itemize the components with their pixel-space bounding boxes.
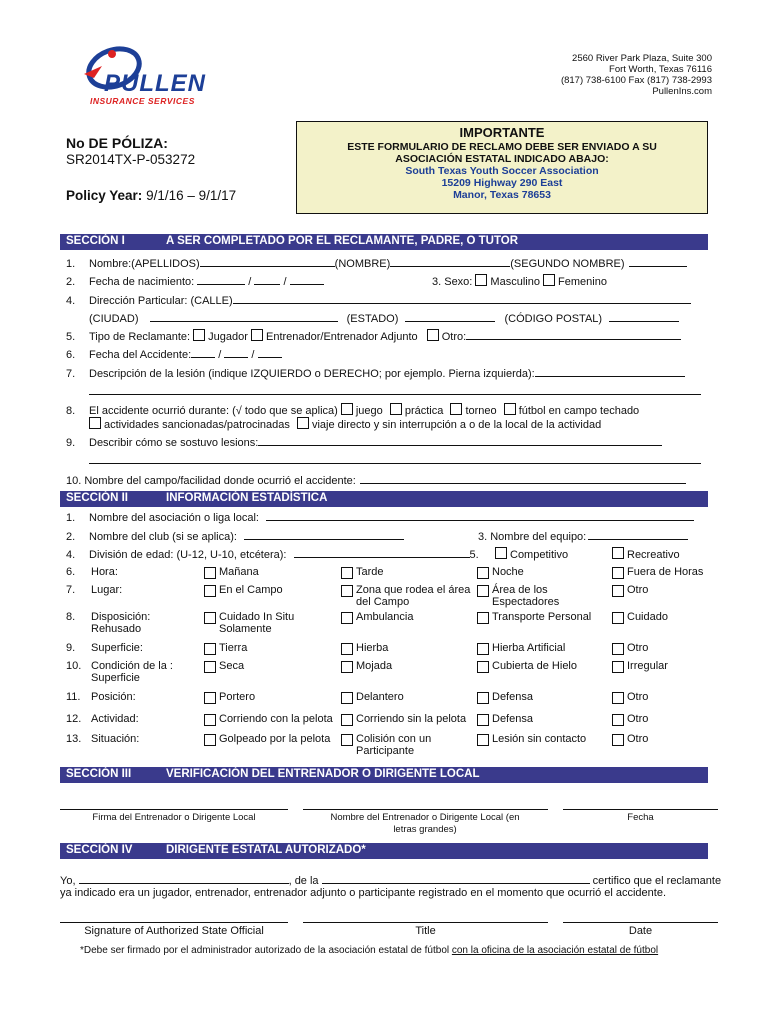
section-4-title: DIRIGENTE ESTATAL AUTORIZADO* [166, 844, 366, 856]
option-checkbox[interactable] [341, 734, 353, 746]
option-checkbox[interactable] [612, 612, 624, 624]
option-checkbox[interactable] [612, 734, 624, 746]
footnote-text: *Debe ser firmado por el administrador autorizado de la asociación estatal de fútbol [80, 945, 452, 956]
grid-option [612, 733, 712, 746]
option-label: Transporte Personal [492, 611, 592, 623]
accident-month-field[interactable] [191, 347, 215, 358]
grid-row-label: Hora: [91, 566, 118, 578]
grid-row-label: Condición de la : Superficie [91, 660, 173, 684]
option-checkbox[interactable] [477, 567, 489, 579]
option-label: Cubierta de Hielo [492, 660, 577, 672]
during-practice-checkbox[interactable] [390, 403, 402, 415]
section-3-bar [60, 767, 708, 783]
official-date-caption: Date [628, 925, 653, 937]
grid-option [204, 642, 336, 655]
option-label: Portero [219, 691, 256, 703]
grid-option [204, 584, 336, 597]
policy-year-value: 9/1/16 – 9/1/17 [146, 188, 237, 203]
option-label: Corriendo sin la pelota [356, 713, 467, 725]
policy-number-label: No DE PÓLIZA: [66, 135, 168, 151]
section-4-bar [60, 843, 708, 859]
option-checkbox[interactable] [204, 612, 216, 624]
official-signature-caption: Signature of Authorized State Official [84, 925, 264, 937]
option-checkbox[interactable] [341, 585, 353, 597]
option-label: Zona que rodea el área del Campo [356, 584, 471, 608]
option-label: Ambulancia [356, 611, 414, 623]
grid-option [341, 660, 473, 673]
assoc-city: Manor, Texas 78653 [453, 189, 551, 201]
footnote-underlined: con la oficina de la asociación estatal de fútbol [451, 945, 659, 956]
during-game-checkbox[interactable] [341, 403, 353, 415]
option-label: Corriendo con la pelota [219, 713, 333, 725]
option-label: Golpeado por la pelota [219, 733, 331, 745]
grid-option [612, 713, 712, 726]
option-checkbox[interactable] [341, 567, 353, 579]
grid-option [477, 713, 609, 726]
section-2-label: SECCIÓN II [66, 492, 128, 504]
middle-name-field[interactable] [629, 256, 687, 267]
s2-competitive: Competitivo [495, 547, 568, 561]
important-line-2: ASOCIACIÓN ESTATAL INDICADO ABAJO: [395, 153, 609, 165]
grid-option [477, 642, 609, 655]
claimant-other-field[interactable] [466, 329, 681, 340]
dob-month-field[interactable] [197, 274, 245, 285]
section-2-bar [60, 491, 708, 507]
state-association-field[interactable] [322, 873, 590, 884]
option-label: Otro [627, 584, 649, 596]
policy-year [66, 188, 236, 203]
option-label: Tierra [219, 642, 248, 654]
important-title: IMPORTANTE [459, 125, 545, 140]
association-field[interactable] [266, 510, 694, 521]
coach-name-line[interactable] [303, 809, 548, 810]
coach-name-caption: Nombre del Entrenador o Dirigente Local (en letras grandes) [330, 812, 520, 835]
option-checkbox[interactable] [204, 714, 216, 726]
option-label: Otro [627, 713, 649, 725]
grid-option [204, 660, 336, 673]
s1-row-9: 9. Describir cómo se sostuvo lesions: [66, 435, 662, 449]
official-signature-line[interactable] [60, 922, 288, 923]
zip-field[interactable] [609, 311, 679, 322]
assoc-name: South Texas Youth Soccer Association [405, 165, 599, 177]
option-checkbox[interactable] [612, 661, 624, 673]
field-name-field[interactable] [360, 473, 686, 484]
s2-recreational: Recreativo [612, 547, 680, 561]
s1-row-5: 5. Tipo de Reclamante: Jugador Entrenador/Entrenador Adjunto Otro: [66, 329, 681, 343]
grid-option [612, 642, 712, 655]
section-2-title: INFORMACIÓN ESTADÍSTICA [166, 492, 328, 504]
official-title-caption: Title [415, 925, 436, 937]
grid-row-number: 6. [66, 566, 76, 578]
option-label: Defensa [492, 691, 533, 703]
s1-row-2: 2. Fecha de nacimiento: / / [66, 274, 324, 288]
s2-row-1: 1. Nombre del asociación o liga local: [66, 510, 694, 524]
s1-row-6: 6. Fecha del Accidente: / / [66, 347, 282, 361]
s4-cert-line-1: Yo, , de la certifico que el reclamante [60, 875, 722, 887]
grid-option [341, 611, 473, 624]
grid-row-number: 12. [66, 713, 82, 725]
city-field[interactable] [150, 311, 338, 322]
address-line-2: Fort Worth, Texas 76116 [609, 64, 712, 75]
claimant-player-checkbox[interactable] [193, 329, 205, 341]
option-checkbox[interactable] [612, 692, 624, 704]
option-checkbox[interactable] [341, 714, 353, 726]
grid-option [612, 611, 712, 624]
team-field[interactable] [588, 529, 688, 540]
option-label: Defensa [492, 713, 533, 725]
grid-row-label: Situación: [91, 733, 140, 745]
grid-option [204, 713, 336, 726]
dob-day-field[interactable] [254, 274, 280, 285]
during-indoor-checkbox[interactable] [504, 403, 516, 415]
grid-option [341, 713, 473, 726]
dob-year-field[interactable] [290, 274, 324, 285]
sex-female-checkbox[interactable] [543, 274, 555, 286]
during-sanctioned-checkbox[interactable] [89, 417, 101, 429]
during-tournament-checkbox[interactable] [450, 403, 462, 415]
option-label: Noche [492, 566, 524, 578]
s1-row-4b: (CIUDAD) (ESTADO) (CÓDIGO POSTAL) [89, 311, 679, 325]
phone-fax: (817) 738-6100 Fax (817) 738-2993 [560, 75, 712, 86]
option-checkbox[interactable] [612, 585, 624, 597]
s1-row-10: 10. Nombre del campo/facilidad donde ocurrió el accidente: [66, 473, 686, 487]
website: PullenIns.com [652, 86, 712, 97]
grid-option [204, 691, 336, 704]
option-checkbox[interactable] [612, 567, 624, 579]
grid-option [477, 611, 609, 624]
grid-option [341, 691, 473, 704]
recreational-checkbox[interactable] [612, 547, 624, 559]
option-label: Cuidado In Situ Solamente [219, 611, 295, 635]
option-label: Irregular [627, 660, 668, 672]
option-checkbox[interactable] [477, 643, 489, 655]
option-checkbox[interactable] [341, 661, 353, 673]
option-label: Área de los Espectadores [492, 584, 560, 608]
grid-option [341, 584, 473, 608]
option-checkbox[interactable] [204, 661, 216, 673]
address-line-1: 2560 River Park Plaza, Suite 300 [572, 53, 712, 64]
how-injured-field[interactable] [258, 435, 662, 446]
how-injured-field-line-2[interactable] [89, 463, 701, 464]
option-checkbox[interactable] [341, 643, 353, 655]
s2-row-4: 4. División de edad: (U-12, U-10, etcétera): 5. [66, 549, 479, 561]
option-label: Fuera de Horas [627, 566, 704, 578]
pullen-logo [76, 44, 206, 106]
grid-option [477, 733, 609, 746]
option-checkbox[interactable] [204, 643, 216, 655]
grid-option [612, 584, 712, 597]
age-division-field[interactable] [294, 547, 470, 558]
grid-row-label: Lugar: [91, 584, 123, 596]
injury-field-line-2[interactable] [89, 394, 701, 395]
s1-row-8: 8. El accidente ocurrió durante: (√ todo que se aplica) juego práctica torneo fútbol en campo techado [66, 405, 640, 417]
option-label: Delantero [356, 691, 404, 703]
grid-option [612, 660, 712, 673]
section-1-bar [60, 234, 708, 250]
option-label: En el Campo [219, 584, 283, 596]
option-label: Cuidado [627, 611, 668, 623]
s1-sex: 3. Sexo: Masculino Femenino [432, 276, 607, 288]
option-checkbox[interactable] [341, 612, 353, 624]
s4-cert-line-2: ya indicado era un jugador, entrenador, entrenador adjunto o participante registrado en el momento que ocurrió el accidente. [60, 887, 667, 899]
official-name-field[interactable] [79, 873, 289, 884]
club-field[interactable] [244, 529, 404, 540]
grid-option [204, 733, 336, 746]
company-address [412, 53, 712, 97]
option-label: Otro [627, 691, 649, 703]
grid-option [612, 566, 712, 579]
grid-row-number: 10. [66, 660, 82, 672]
grid-option [204, 566, 336, 579]
grid-row-label: Disposición: Rehusado [91, 611, 151, 635]
s1-row-1: 1. Nombre:(APELLIDOS) (NOMBRE) (SEGUNDO NOMBRE) [66, 256, 687, 270]
s2-team: 3. Nombre del equipo: [478, 529, 688, 543]
option-label: Hierba [356, 642, 389, 654]
option-checkbox[interactable] [341, 692, 353, 704]
grid-row-number: 8. [66, 611, 76, 623]
important-box [296, 121, 708, 214]
footnote [80, 945, 658, 956]
grid-row-number: 13. [66, 733, 82, 745]
claimant-coach-checkbox[interactable] [251, 329, 263, 341]
assoc-street: 15209 Highway 290 East [441, 177, 563, 189]
official-title-line[interactable] [303, 922, 548, 923]
section-1-title: A SER COMPLETADO POR EL RECLAMANTE, PADRE, O TUTOR [166, 235, 519, 247]
coach-signature-caption: Firma del Entrenador o Dirigente Local [92, 812, 256, 823]
sex-male-checkbox[interactable] [475, 274, 487, 286]
brand-name: PULLEN [104, 70, 206, 97]
competitive-checkbox[interactable] [495, 547, 507, 559]
coach-date-line[interactable] [563, 809, 718, 810]
during-travel-checkbox[interactable] [297, 417, 309, 429]
grid-row-label: Actividad: [91, 713, 139, 725]
grid-option [612, 691, 712, 704]
street-field[interactable] [233, 293, 691, 304]
option-checkbox[interactable] [477, 585, 489, 597]
option-checkbox[interactable] [477, 692, 489, 704]
grid-row-label: Superficie: [91, 642, 143, 654]
option-label: Mojada [356, 660, 393, 672]
last-name-field[interactable] [200, 256, 335, 267]
grid-row-number: 7. [66, 584, 76, 596]
option-checkbox[interactable] [477, 661, 489, 673]
grid-option [477, 691, 609, 704]
option-label: Seca [219, 660, 245, 672]
option-checkbox[interactable] [612, 643, 624, 655]
option-label: Mañana [219, 566, 259, 578]
accident-year-field[interactable] [258, 347, 282, 358]
option-checkbox[interactable] [204, 585, 216, 597]
option-checkbox[interactable] [477, 734, 489, 746]
option-label: Otro [627, 642, 649, 654]
coach-signature-line[interactable] [60, 809, 288, 810]
option-label: Lesión sin contacto [492, 733, 587, 745]
option-checkbox[interactable] [477, 714, 489, 726]
injury-field[interactable] [535, 366, 685, 377]
grid-option [204, 611, 336, 635]
option-checkbox[interactable] [204, 734, 216, 746]
section-1-label: SECCIÓN I [66, 235, 125, 247]
policy-number-value: SR2014TX-P-053272 [66, 152, 196, 167]
s1-row-7: 7. Descripción de la lesión (indique IZQUIERDO o DERECHO; por ejemplo. Pierna izquierda): [66, 366, 685, 380]
section-4-label: SECCIÓN IV [66, 844, 133, 856]
option-label: Tarde [356, 566, 384, 578]
grid-option [477, 566, 609, 579]
policy-year-label: Policy Year: [66, 188, 143, 203]
grid-option [341, 733, 473, 757]
option-label: Otro [627, 733, 649, 745]
s1-row-8b: actividades sancionadas/patrocinadas viaje directo y sin interrupción a o de la local de la actividad [89, 417, 601, 431]
official-date-line[interactable] [563, 922, 718, 923]
accident-day-field[interactable] [224, 347, 248, 358]
option-label: Colisión con un Participante [356, 733, 432, 757]
option-checkbox[interactable] [204, 567, 216, 579]
grid-option [341, 642, 473, 655]
s1-row-4: 4. Dirección Particular: (CALLE) [66, 293, 691, 307]
claimant-other-checkbox[interactable] [427, 329, 439, 341]
grid-row-number: 9. [66, 642, 76, 654]
grid-option [341, 566, 473, 579]
s2-row-2: 2. Nombre del club (si se aplica): [66, 529, 404, 543]
option-checkbox[interactable] [477, 612, 489, 624]
important-line-1: ESTE FORMULARIO DE RECLAMO DEBE SER ENVIADO A SU [347, 141, 657, 153]
option-label: Hierba Artificial [492, 642, 566, 654]
coach-date-caption: Fecha [627, 812, 654, 823]
option-checkbox[interactable] [204, 692, 216, 704]
grid-option [477, 584, 609, 608]
first-name-field[interactable] [390, 256, 510, 267]
option-checkbox[interactable] [612, 714, 624, 726]
grid-row-number: 11. [66, 691, 81, 703]
section-3-label: SECCIÓN III [66, 768, 132, 780]
section-3-title: VERIFICACIÓN DEL ENTRENADOR O DIRIGENTE LOCAL [166, 768, 480, 780]
grid-row-label: Posición: [91, 691, 136, 703]
state-field[interactable] [405, 311, 495, 322]
grid-option [477, 660, 609, 673]
brand-subtitle: INSURANCE SERVICES [90, 96, 195, 106]
